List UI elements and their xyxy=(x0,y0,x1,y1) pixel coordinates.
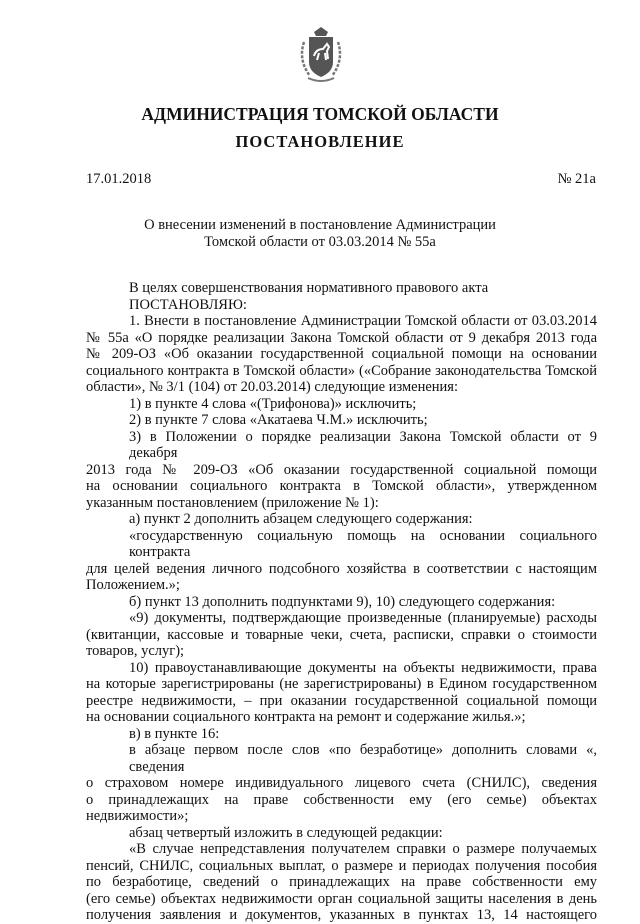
document-body xyxy=(86,280,597,924)
text-line: абзац четвертый изложить в следующей редакции: xyxy=(129,824,443,841)
text-line: в абзаце первом после слов «по безработице» дополнить словами «, сведения xyxy=(129,742,597,775)
text-line: социального контракта в Томской области» («Собрание законодательства Томской xyxy=(86,362,597,379)
text-line: б) пункт 13 дополнить подпунктами 9), 10) следующего содержания: xyxy=(129,593,556,610)
document-type-heading: ПОСТАНОВЛЕНИЕ xyxy=(235,132,405,151)
paragraph xyxy=(86,280,597,297)
subject-line: О внесении изменений в постановление Администрации xyxy=(144,217,496,233)
organization-title: АДМИНИСТРАЦИЯ ТОМСКОЙ ОБЛАСТИ xyxy=(141,104,499,124)
text-line: товаров, услуг); xyxy=(86,643,185,659)
text-line: 1. Внести в постановление Администрации Томской области от 03.03.2014 xyxy=(129,313,597,329)
coat-of-arms-emblem xyxy=(296,22,346,84)
document-date: 17.01.2018 xyxy=(86,171,152,187)
text-line: «государственную социальную помощь на основании социального контракта xyxy=(129,527,597,560)
text-line: 2013 года № 209-ОЗ «Об оказании государственной социальной помощи xyxy=(86,461,597,478)
text-line: Положением.»; xyxy=(86,577,180,593)
text-line: 1) в пункте 4 слова «(Трифонова)» исключить; xyxy=(129,395,417,412)
paragraph xyxy=(86,313,597,396)
paragraph xyxy=(86,726,597,743)
text-line: области», № 3/1 (104) от 20.03.2014) следующие изменения: xyxy=(86,379,459,395)
text-line: (его семье) объектах недвижимости орган социальной защиты населения в день xyxy=(86,890,597,907)
text-line: «В случае непредставления получателем справки о размере получаемых xyxy=(129,841,597,857)
paragraph xyxy=(86,841,597,924)
text-line: 2) в пункте 7 слова «Акатаева Ч.М.» исключить; xyxy=(129,412,428,428)
text-line: реестре недвижимости, – при оказании государственной социальной помощи xyxy=(86,692,597,709)
text-line: а) пункт 2 дополнить абзацем следующего содержания: xyxy=(129,511,473,527)
paragraph xyxy=(86,528,597,594)
paragraph xyxy=(86,594,597,611)
text-line: «9) документы, подтверждающие произведенные (планируемые) расходы xyxy=(129,610,597,626)
text-line: пенсий, СНИЛС, социальных выплат, о размере и периодах получения пособия xyxy=(86,857,597,874)
text-line: № 209-ОЗ «Об оказании государственной социальной помощи на основании xyxy=(86,346,597,362)
document-number: № 21а xyxy=(557,171,596,187)
text-line: № 55а «О порядке реализации Закона Томской области от 9 декабря 2013 года xyxy=(86,329,597,346)
text-line: (квитанции, кассовые и товарные чеки, счета, расписки, справки о стоимости xyxy=(86,626,597,643)
subject-line: Томской области от 03.03.2014 № 55а xyxy=(204,234,436,250)
paragraph xyxy=(86,742,597,825)
paragraph xyxy=(86,396,597,413)
paragraph xyxy=(86,412,597,429)
paragraph xyxy=(86,429,597,512)
text-line: В целях совершенствования нормативного правового акта xyxy=(129,280,489,296)
text-line: указанным постановлением (приложение № 1): xyxy=(86,494,379,511)
text-line: 10) правоустанавливающие документы на объекты недвижимости, права xyxy=(129,659,597,676)
text-line: ПОСТАНОВЛЯЮ: xyxy=(129,296,247,313)
text-line: получения заявления и документов, указанных в пунктах 13, 14 настоящего xyxy=(86,907,597,923)
text-line: недвижимости»; xyxy=(86,808,189,824)
text-line: о принадлежащих на праве собственности ему (его семье) объектах xyxy=(86,791,597,808)
text-line: в) в пункте 16: xyxy=(129,725,220,742)
paragraph xyxy=(86,825,597,842)
text-line: на основании социального контракта в Томской области», утвержденном xyxy=(86,478,597,494)
paragraph xyxy=(86,610,597,660)
text-line: на которые зарегистрированы (не зарегистрированы) в Едином государственном xyxy=(86,676,597,692)
paragraph xyxy=(86,297,597,314)
paragraph xyxy=(86,660,597,726)
text-line: для целей ведения личного подсобного хозяйства в соответствии с настоящим xyxy=(86,560,597,577)
text-line: на основании социального контракта на ремонт и содержание жилья.»; xyxy=(86,709,526,725)
document-subject xyxy=(0,217,640,251)
text-line: 3) в Положении о порядке реализации Закона Томской области от 9 декабря xyxy=(129,428,597,461)
text-line: о страховом номере индивидуального лицевого счета (СНИЛС), сведения xyxy=(86,775,597,791)
text-line: по безработице, сведений о принадлежащих на праве собственности ему xyxy=(86,874,597,890)
paragraph xyxy=(86,511,597,528)
